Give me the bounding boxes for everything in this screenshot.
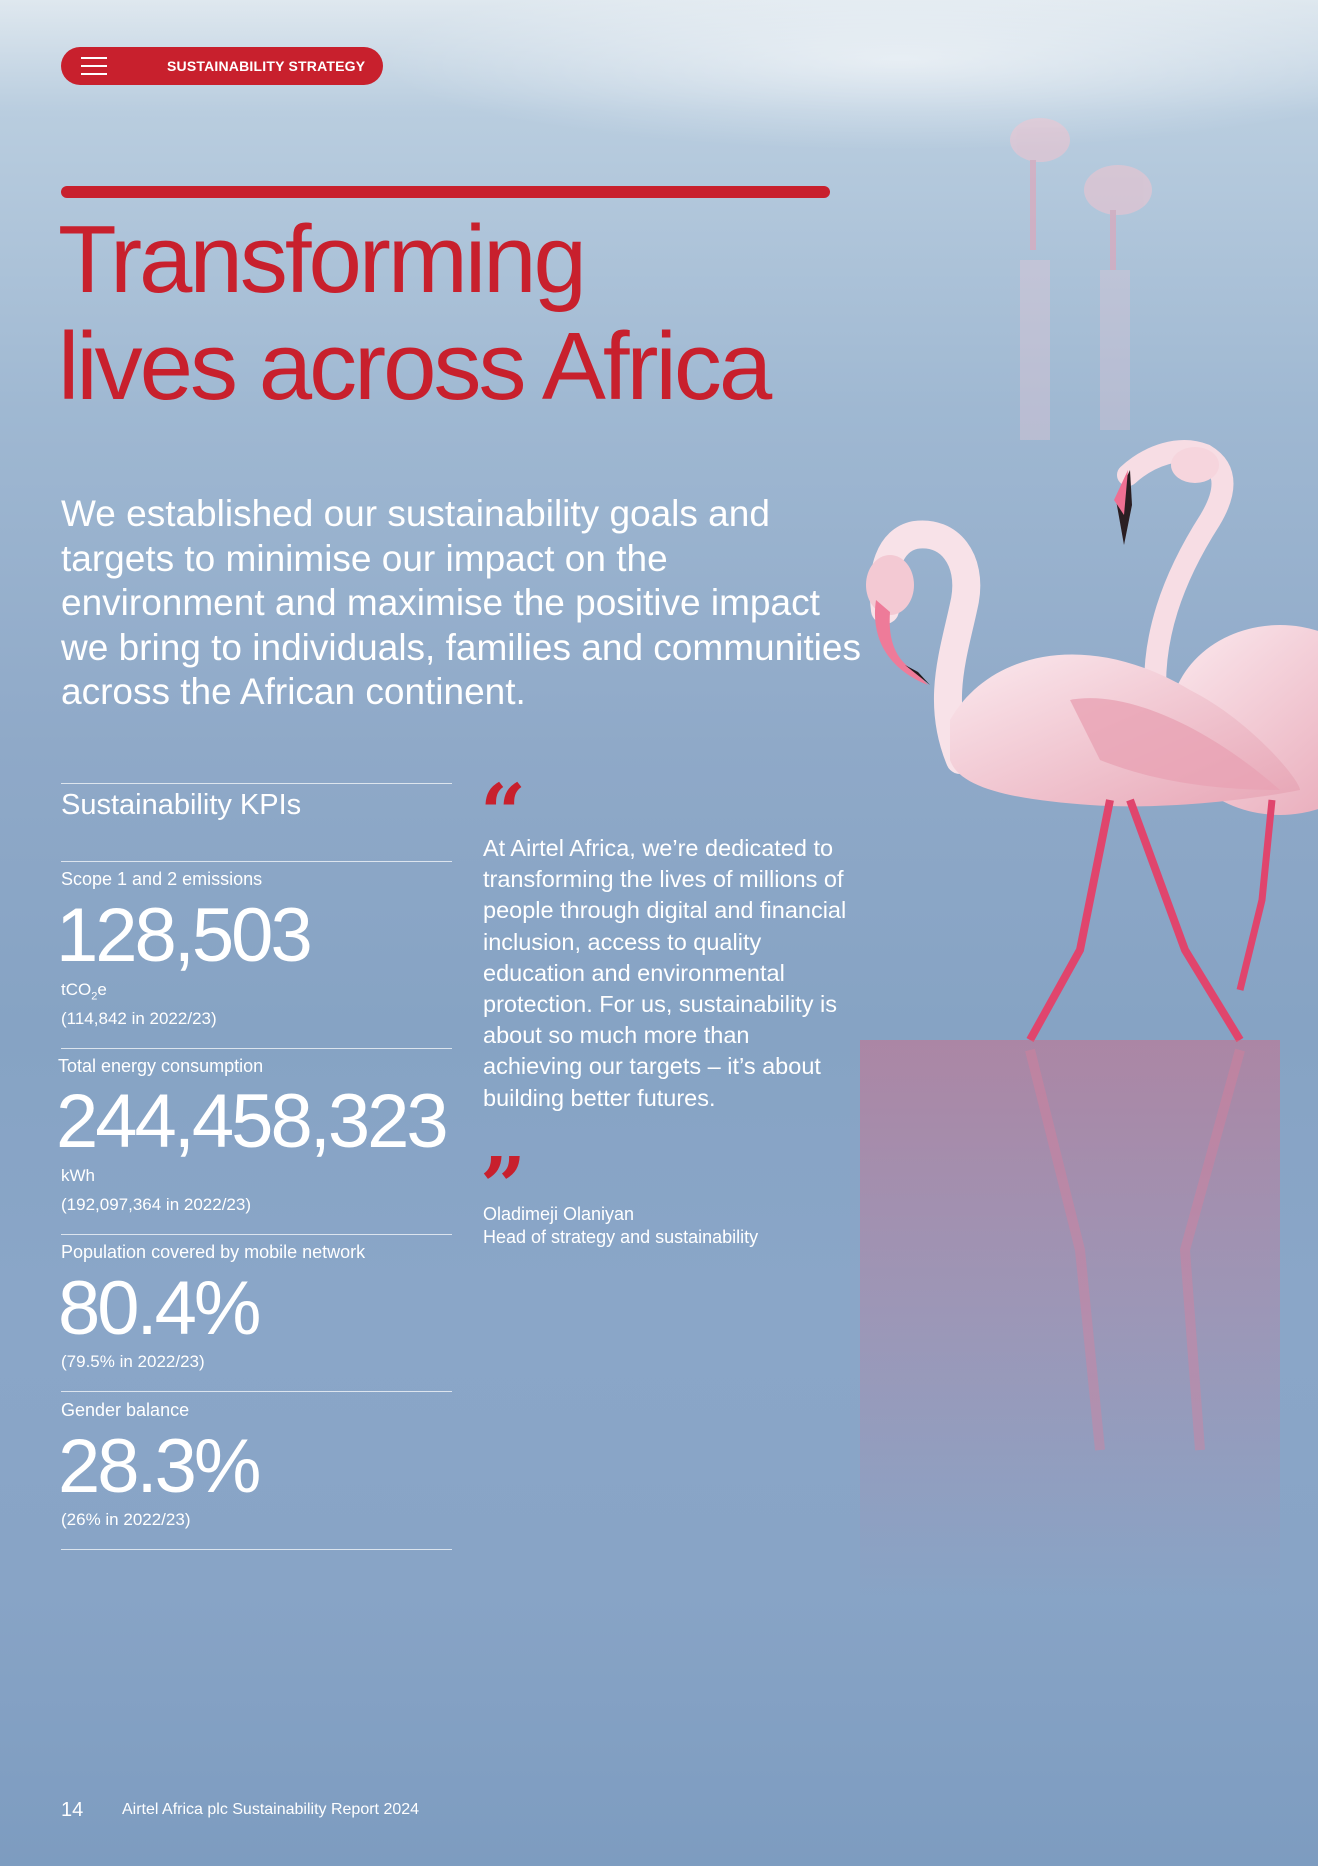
- intro-paragraph: We established our sustainability goals and targets to minimise our impact on the environment and maximise the positive impact we bring to individuals, families and communities across the African continent.: [61, 493, 861, 712]
- kpi-label-emissions: Scope 1 and 2 emissions: [61, 869, 263, 889]
- quote-close-icon: ”: [480, 1139, 527, 1233]
- kpi-value-emissions: 128,503: [56, 893, 310, 978]
- kpi-value-gender: 28.3%: [58, 1424, 259, 1509]
- page-title-line-1: Transforming: [58, 206, 584, 313]
- kpi-divider: [61, 1048, 452, 1049]
- kpi-label-gender: Gender balance: [61, 1400, 190, 1420]
- kpi-divider: [61, 1234, 452, 1235]
- kpi-divider: [61, 1549, 452, 1550]
- menu-icon[interactable]: [81, 56, 107, 76]
- kpi-value-coverage: 80.4%: [58, 1266, 259, 1351]
- kpi-label-energy: Total energy consumption: [58, 1056, 264, 1076]
- kpi-previous-emissions: (114,842 in 2022/23): [61, 1009, 217, 1028]
- kpi-divider: [61, 861, 452, 862]
- kpi-unit-emissions: tCO$_2$e: [61, 980, 107, 1003]
- kpi-unit-energy: kWh: [61, 1166, 95, 1185]
- kpis-heading: Sustainability KPIs: [61, 789, 302, 821]
- title-divider: [61, 186, 830, 198]
- quote-open-icon: “: [480, 766, 527, 860]
- page-title: [58, 206, 769, 420]
- section-label: SUSTAINABILITY STRATEGY: [167, 58, 366, 74]
- report-title: Airtel Africa plc Sustainability Report 2024: [122, 1801, 420, 1818]
- page-title-line-2: lives across Africa: [58, 313, 770, 420]
- section-nav-pill[interactable]: [61, 47, 383, 85]
- kpi-value-energy: 244,458,323: [56, 1079, 446, 1164]
- kpi-divider: [61, 1391, 452, 1392]
- kpi-previous-energy: (192,097,364 in 2022/23): [61, 1195, 251, 1214]
- kpi-label-coverage: Population covered by mobile network: [61, 1242, 366, 1262]
- kpi-divider: [61, 783, 452, 784]
- page-number: 14: [61, 1799, 84, 1821]
- kpi-previous-coverage: (79.5% in 2022/23): [61, 1352, 205, 1371]
- quote-author-name: Oladimeji Olaniyan: [483, 1204, 635, 1224]
- kpi-previous-gender: (26% in 2022/23): [61, 1510, 191, 1529]
- quote-text: At Airtel Africa, we’re dedicated to transforming the lives of millions of people through digital and financial inclusion, access to quality education and environmental protection. For us, sustainability is about so much more than achieving our targets – it’s about building better futures.: [483, 835, 847, 1111]
- quote-author-role: Head of strategy and sustainability: [483, 1227, 759, 1247]
